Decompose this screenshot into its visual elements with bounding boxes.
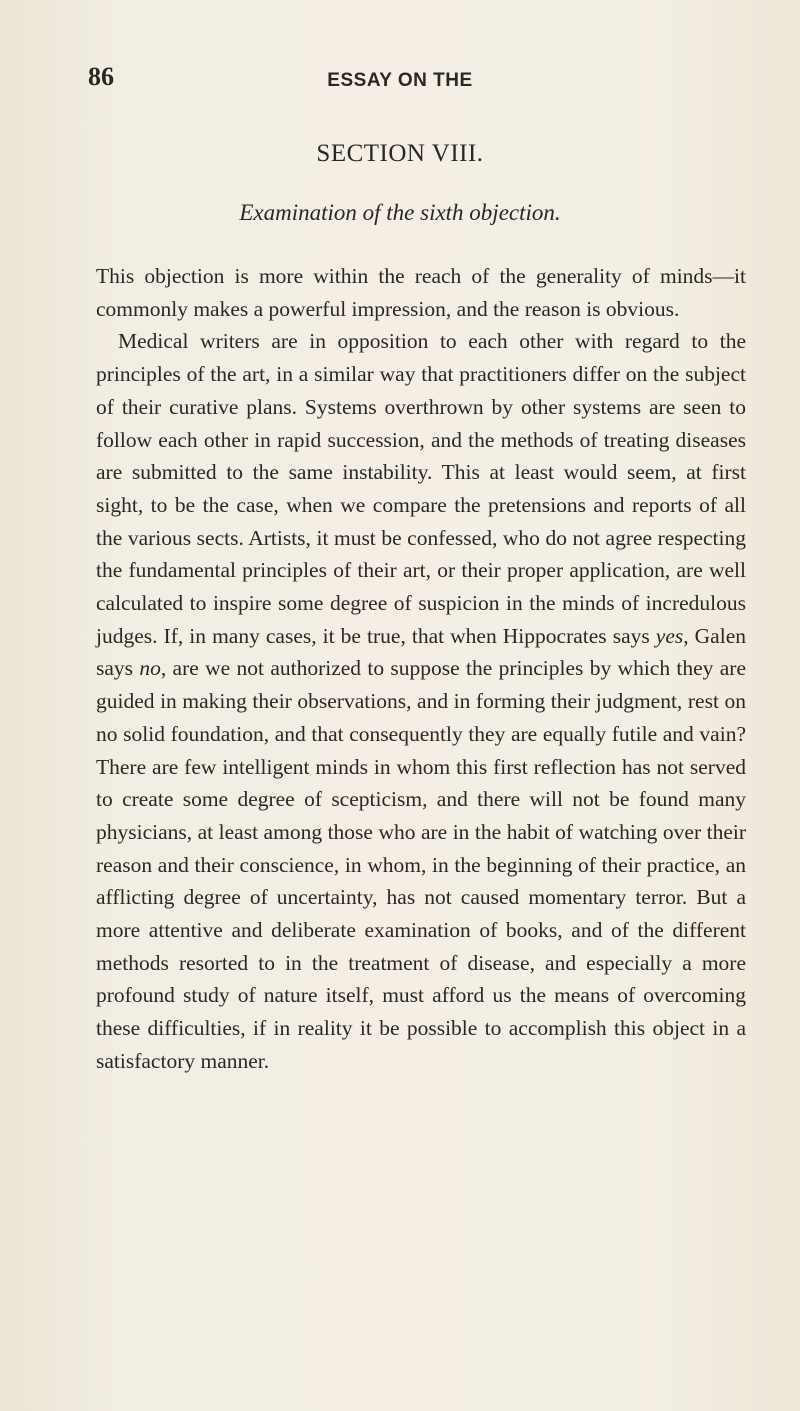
page-number: 86: [88, 62, 114, 91]
italic-word: no: [139, 656, 161, 681]
section-title: SECTION VIII.: [316, 140, 484, 167]
section-subtitle: Examination of the sixth objection.: [239, 200, 561, 225]
paragraph-p1: [96, 260, 746, 325]
text-segment: Medical writers are in opposition to each other with regard to the principles of the art, in a similar way that practitioners differ on the subject of their curative plans. Systems overthrown by other systems are seen to follow each other in rapid succession, and the methods of treating diseases are submitted to the same instability. This at least would seem, at first sight, to be the case, when we compare the pretensions and reports of all the various sects. Artists, it must be confessed, who do not agree respecting the fundamental principles of their art, or their proper application, are well calculated to inspire some degree of suspicion in the minds of incredulous judges. If, in many cases, it be true, that when Hippocrates says: [96, 329, 746, 648]
running-head: ESSAY ON THE: [327, 70, 473, 91]
text-segment: This objection is more within the reach of the generality of minds—it commonly makes a powerful impression, and the reason is obvious.: [96, 264, 746, 321]
text-segment: , Galen says: [96, 623, 746, 681]
italic-word: yes: [655, 623, 684, 648]
text-segment: , are we not authorized to suppose the principles by which they are guided in making their observations, and in forming their judgment, rest on no solid foundation, and that consequently they are equally futile and vain? There are few intelligent minds in whom this first reflection has not served to create some degree of scepticism, and there will not be found many physicians, at least among those who are in the habit of watching over their reason and their conscience, in whom, in the beginning of their practice, an afflicting degree of uncertainty, has not caused momentary terror. But a more attentive and deliberate examination of books, and of the different methods resorted to in the treatment of disease, and especially a more profound study of nature itself, must afford us the means of overcoming these difficulties, if in reality it be possible to accomplish this object in a satisfactory manner.: [96, 656, 747, 1073]
paragraph-p2: [96, 325, 746, 1077]
body-text: [96, 260, 746, 1078]
